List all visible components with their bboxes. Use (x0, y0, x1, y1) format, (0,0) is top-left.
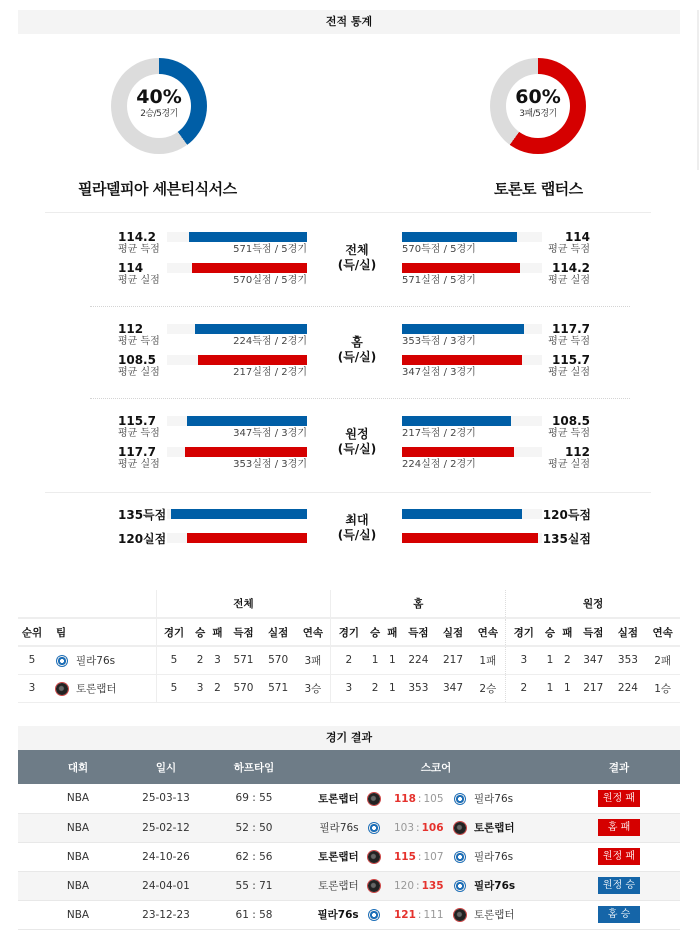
stat-group-label-max: 최대 (득/실) (337, 513, 377, 542)
home-stat-1: 2 (366, 674, 383, 702)
away-score: 106 (421, 822, 444, 834)
away-stat-3: 217 (576, 674, 611, 702)
all-stat-2: 3 (209, 646, 226, 674)
halftime-score: 55 : 71 (194, 871, 314, 900)
away-stat-2: 2 (559, 646, 576, 674)
col-header-3: 승 (191, 618, 208, 646)
col-header-12: 실점 (436, 618, 471, 646)
col-header-7: 연속 (295, 618, 330, 646)
league: NBA (18, 900, 138, 929)
away-score: 107 (423, 851, 444, 863)
home-score: 120 (394, 880, 415, 892)
right-away-label-0: 평균 득점 (548, 428, 590, 439)
away-team-logo-icon (454, 851, 466, 863)
away-stat-0: 3 (506, 646, 541, 674)
result-badge: 홈 승 (598, 906, 640, 923)
away-stat-1: 1 (541, 674, 558, 702)
date: 25-02-12 (138, 813, 194, 842)
halftime-score: 62 : 56 (194, 842, 314, 871)
right-max-value-0: 120득점 (542, 508, 591, 522)
result-badge: 원정 패 (598, 790, 640, 807)
left-home-bar-track-0 (167, 324, 307, 334)
left-max-bar-0 (171, 509, 307, 519)
right-away-value-0: 108.5 (552, 414, 590, 428)
left-total-count-1: 570실점 / 5경기 (233, 275, 307, 286)
home-score: 118 (394, 792, 416, 805)
col-header-11: 득점 (401, 618, 436, 646)
left-away-label-1: 평균 실점 (118, 459, 160, 470)
col-header-14: 경기 (506, 618, 541, 646)
team-name: 토론랩터 (76, 682, 117, 695)
result-cell (558, 784, 680, 813)
home-score: 103 (394, 822, 415, 834)
left-max-bar-track-1 (167, 533, 307, 543)
left-away-label-0: 평균 득점 (118, 428, 160, 439)
col-header-9: 승 (366, 618, 383, 646)
away-team-logo-icon (454, 909, 466, 921)
home-stat-0: 2 (331, 646, 366, 674)
divider (90, 306, 630, 307)
divider (45, 212, 651, 213)
col-date: 일시 (138, 750, 194, 784)
right-total-label-1: 평균 실점 (548, 275, 590, 286)
all-stat-4: 570 (261, 646, 296, 674)
right-away-bar-1 (402, 447, 514, 457)
all-stat-5: 3패 (295, 646, 330, 674)
col-halftime: 하프타임 (194, 750, 314, 784)
right-home-label-1: 평균 실점 (548, 367, 590, 378)
left-total-value-0: 114.2 (118, 230, 156, 244)
score-cell: 토론랩터 118 : 105 필라76s (314, 784, 558, 813)
result-row[interactable] (18, 900, 680, 929)
away-stat-5: 1승 (645, 674, 680, 702)
left-home-value-1: 108.5 (118, 353, 156, 367)
col-league: 대회 (18, 750, 138, 784)
results-table (18, 750, 680, 930)
away-team: 토론랩터 (474, 909, 515, 921)
all-stat-4: 571 (261, 674, 296, 702)
left-home-bar-1 (198, 355, 307, 365)
stat-group-label-away: 원정 (득/실) (337, 427, 377, 456)
all-stat-1: 2 (191, 646, 208, 674)
home-team: 토론랩터 (318, 851, 359, 863)
team-logo-icon (56, 683, 68, 695)
all-stat-3: 570 (226, 674, 261, 702)
score-cell: 토론랩터 115 : 107 필라76s (314, 842, 558, 871)
right-home-bar-1 (402, 355, 522, 365)
team-name: 필라76s (76, 654, 116, 667)
left-total-value-1: 114 (118, 261, 144, 275)
left-max-value-0: 135득점 (118, 508, 167, 522)
away-team-logo-icon (454, 822, 466, 834)
standings-row (18, 674, 680, 702)
date: 25-03-13 (138, 784, 194, 813)
away-team-logo-icon (454, 793, 466, 805)
right-home-value-1: 115.7 (552, 353, 590, 367)
result-row[interactable] (18, 813, 680, 842)
home-stat-2: 1 (384, 646, 401, 674)
home-score: 121 (394, 909, 416, 921)
away-team: 필라76s (474, 851, 514, 863)
left-total-label-1: 평균 실점 (118, 275, 160, 286)
result-badge: 홈 패 (598, 819, 640, 836)
all-stat-1: 3 (191, 674, 208, 702)
left-away-bar-track-0 (167, 416, 307, 426)
col-header-6: 실점 (261, 618, 296, 646)
result-badge: 원정 승 (598, 877, 640, 894)
left-home-bar-track-1 (167, 355, 307, 365)
col-header-15: 승 (541, 618, 558, 646)
away-team: 토론랩터 (474, 822, 515, 834)
right-total-label-0: 평균 득점 (548, 244, 590, 255)
all-stat-5: 3승 (295, 674, 330, 702)
home-team-logo-icon (368, 851, 380, 863)
right-loss-rate-donut (490, 58, 586, 154)
away-score: 135 (421, 880, 444, 892)
left-max-value-1: 120실점 (118, 532, 167, 546)
home-team: 토론랩터 (318, 792, 359, 805)
away-stat-4: 353 (611, 646, 646, 674)
home-team-logo-icon (368, 793, 380, 805)
team-cell[interactable] (46, 646, 156, 674)
left-total-count-0: 571득점 / 5경기 (233, 244, 307, 255)
away-score: 111 (423, 909, 444, 921)
home-team: 필라76s (319, 822, 359, 834)
date: 24-04-01 (138, 871, 194, 900)
right-home-value-0: 117.7 (552, 322, 590, 336)
right-total-value-1: 114.2 (552, 261, 590, 275)
home-stat-5: 1패 (470, 646, 505, 674)
left-total-bar-0 (189, 232, 307, 242)
col-score: 스코어 (314, 750, 558, 784)
result-badge: 원정 패 (598, 848, 640, 865)
left-away-bar-track-1 (167, 447, 307, 457)
col-header-16: 패 (559, 618, 576, 646)
home-stat-3: 224 (401, 646, 436, 674)
left-team-name: 필라델피아 세븐티식서스 (78, 180, 237, 198)
halftime-score: 69 : 55 (194, 784, 314, 813)
col-header-10: 패 (384, 618, 401, 646)
score-cell: 필라76s 103 : 106 토론랩터 (314, 813, 558, 842)
right-loss-summary: 3패/5경기 (519, 109, 557, 119)
league: NBA (18, 871, 138, 900)
home-team: 토론랩터 (318, 880, 359, 892)
col-header-5: 득점 (226, 618, 261, 646)
home-team-logo-icon (368, 822, 380, 834)
right-away-value-1: 112 (564, 445, 590, 459)
home-stat-4: 217 (436, 646, 471, 674)
col-header-2: 경기 (156, 618, 191, 646)
result-row[interactable] (18, 842, 680, 871)
all-stat-0: 5 (156, 674, 191, 702)
result-cell (558, 842, 680, 871)
date: 24-10-26 (138, 842, 194, 871)
home-stat-5: 2승 (470, 674, 505, 702)
rank: 5 (18, 646, 46, 674)
standings-table (18, 590, 680, 703)
all-stat-2: 2 (209, 674, 226, 702)
result-cell (558, 813, 680, 842)
left-home-label-0: 평균 득점 (118, 336, 160, 347)
left-away-count-1: 353실점 / 3경기 (233, 459, 307, 470)
record-section-title: 전적 통계 (18, 10, 680, 34)
left-away-value-1: 117.7 (118, 445, 156, 459)
right-total-bar-1 (402, 263, 520, 273)
left-home-bar-0 (195, 324, 307, 334)
left-total-bar-track-1 (167, 263, 307, 273)
home-stat-1: 1 (366, 646, 383, 674)
col-result: 결과 (558, 750, 680, 784)
away-stat-0: 2 (506, 674, 541, 702)
col-header-17: 득점 (576, 618, 611, 646)
left-home-count-1: 217실점 / 2경기 (233, 367, 307, 378)
date: 23-12-23 (138, 900, 194, 929)
right-home-count-0: 353득점 / 3경기 (402, 336, 476, 347)
result-cell (558, 871, 680, 900)
left-home-label-1: 평균 실점 (118, 367, 160, 378)
away-stat-4: 224 (611, 674, 646, 702)
right-away-label-1: 평균 실점 (548, 459, 590, 470)
result-row[interactable] (18, 871, 680, 900)
left-away-bar-0 (187, 416, 307, 426)
home-team-logo-icon (368, 880, 380, 892)
right-home-bar-0 (402, 324, 524, 334)
right-max-value-1: 135실점 (542, 532, 591, 546)
left-total-label-0: 평균 득점 (118, 244, 160, 255)
results-section-title: 경기 결과 (18, 726, 680, 750)
team-cell[interactable] (46, 674, 156, 702)
score-cell: 토론랩터 120 : 135 필라76s (314, 871, 558, 900)
left-away-value-0: 115.7 (118, 414, 156, 428)
right-total-value-0: 114 (564, 230, 590, 244)
right-away-bar-0 (402, 416, 511, 426)
divider (45, 492, 651, 493)
all-stat-0: 5 (156, 646, 191, 674)
left-win-rate-donut (111, 58, 207, 154)
halftime-score: 52 : 50 (194, 813, 314, 842)
rank: 3 (18, 674, 46, 702)
col-header-8: 경기 (331, 618, 366, 646)
left-max-bar-track-0 (167, 509, 307, 519)
left-max-bar-1 (187, 533, 307, 543)
right-team-name: 토론토 랩터스 (494, 180, 583, 198)
group-header-all: 전체 (156, 590, 331, 618)
home-stat-4: 347 (436, 674, 471, 702)
left-away-count-0: 347득점 / 3경기 (233, 428, 307, 439)
col-header-18: 실점 (611, 618, 646, 646)
left-win-percent: 40% (136, 86, 182, 108)
col-header-13: 연속 (470, 618, 505, 646)
all-stat-3: 571 (226, 646, 261, 674)
col-header-1: 팀 (46, 618, 156, 646)
away-stat-2: 1 (559, 674, 576, 702)
right-home-count-1: 347실점 / 3경기 (402, 367, 476, 378)
right-max-bar-1 (402, 533, 538, 543)
away-team: 필라76s (474, 880, 516, 892)
col-header-0: 순위 (18, 618, 46, 646)
away-team-logo-icon (454, 880, 466, 892)
group-header-home: 홈 (331, 590, 506, 618)
home-stat-3: 353 (401, 674, 436, 702)
home-score: 115 (394, 851, 416, 863)
right-total-bar-0 (402, 232, 517, 242)
league: NBA (18, 842, 138, 871)
left-away-bar-1 (185, 447, 307, 457)
right-loss-percent: 60% (515, 86, 561, 108)
result-row[interactable] (18, 784, 680, 813)
league: NBA (18, 813, 138, 842)
stat-group-label-total: 전체 (득/실) (337, 243, 377, 272)
left-win-summary: 2승/5경기 (140, 109, 178, 119)
home-team-logo-icon (368, 909, 380, 921)
group-header-away: 원정 (506, 590, 680, 618)
divider (90, 398, 630, 399)
home-stat-0: 3 (331, 674, 366, 702)
left-total-bar-track-0 (167, 232, 307, 242)
away-score: 105 (423, 792, 444, 805)
league: NBA (18, 784, 138, 813)
home-team: 필라76s (317, 909, 359, 921)
right-away-count-0: 217득점 / 2경기 (402, 428, 476, 439)
col-header-4: 패 (209, 618, 226, 646)
right-total-count-1: 571실점 / 5경기 (402, 275, 476, 286)
away-stat-5: 2패 (645, 646, 680, 674)
left-home-value-0: 112 (118, 322, 144, 336)
stat-group-label-home: 홈 (득/실) (337, 335, 377, 364)
right-away-count-1: 224실점 / 2경기 (402, 459, 476, 470)
team-logo-icon (56, 655, 68, 667)
result-cell (558, 900, 680, 929)
away-team: 필라76s (474, 792, 514, 805)
col-header-19: 연속 (645, 618, 680, 646)
left-home-count-0: 224득점 / 2경기 (233, 336, 307, 347)
home-stat-2: 1 (384, 674, 401, 702)
standings-row (18, 646, 680, 674)
away-stat-1: 1 (541, 646, 558, 674)
left-total-bar-1 (192, 263, 307, 273)
right-total-count-0: 570득점 / 5경기 (402, 244, 476, 255)
halftime-score: 61 : 58 (194, 900, 314, 929)
right-max-bar-0 (402, 509, 522, 519)
right-home-label-0: 평균 득점 (548, 336, 590, 347)
away-stat-3: 347 (576, 646, 611, 674)
score-cell: 필라76s 121 : 111 토론랩터 (314, 900, 558, 929)
